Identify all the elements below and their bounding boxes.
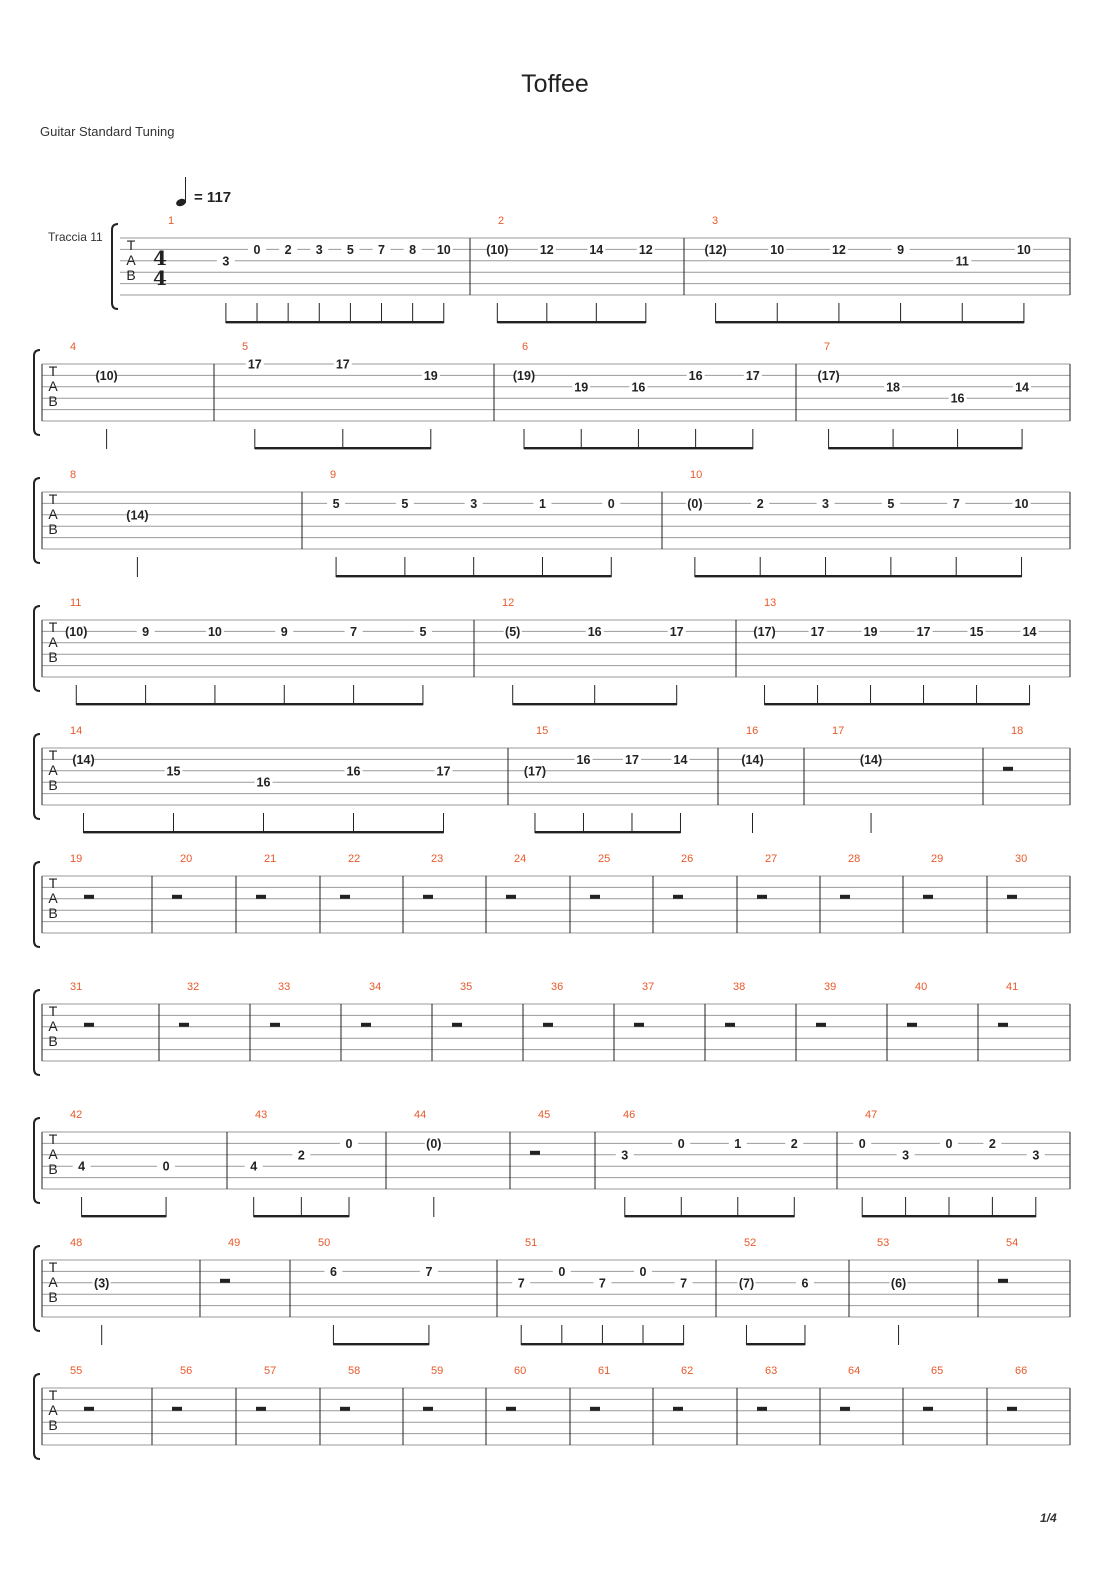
fret-number: (14) bbox=[741, 752, 764, 767]
fret-number: 2 bbox=[297, 1148, 305, 1163]
bar-number: 62 bbox=[681, 1365, 694, 1377]
fret-number: 14 bbox=[1022, 624, 1037, 639]
bar-number: 60 bbox=[514, 1365, 527, 1377]
whole-rest bbox=[506, 895, 516, 899]
tab-clef-letter: B bbox=[48, 1033, 58, 1049]
fret-number: 1 bbox=[734, 1136, 742, 1151]
fret-number: 16 bbox=[576, 752, 591, 767]
bar-number: 50 bbox=[318, 1237, 331, 1249]
tab-system bbox=[34, 597, 1070, 705]
tab-clef-letter: T bbox=[48, 1131, 58, 1147]
system-bracket bbox=[34, 1118, 40, 1203]
fret-number: 11 bbox=[955, 254, 969, 269]
whole-rest bbox=[84, 895, 94, 899]
system-bracket bbox=[34, 606, 40, 691]
whole-rest bbox=[907, 1023, 917, 1027]
tab-clef-letter: A bbox=[48, 378, 58, 394]
bar-number: 28 bbox=[848, 853, 861, 865]
fret-number: (5) bbox=[505, 624, 521, 639]
tab-clef-letter: B bbox=[48, 1417, 58, 1433]
bar-number: 27 bbox=[765, 853, 778, 865]
fret-number: 1 bbox=[539, 496, 546, 511]
system-bracket bbox=[34, 1374, 40, 1459]
whole-rest bbox=[923, 1407, 933, 1411]
bar-number: 34 bbox=[369, 981, 382, 993]
fret-number: 2 bbox=[284, 242, 292, 257]
whole-rest bbox=[220, 1279, 230, 1283]
tab-clef-letter: B bbox=[126, 267, 136, 283]
tab-system bbox=[34, 725, 1070, 833]
bar-number: 65 bbox=[931, 1365, 944, 1377]
bar-number: 33 bbox=[278, 981, 291, 993]
system-bracket bbox=[34, 734, 40, 819]
whole-rest bbox=[543, 1023, 553, 1027]
fret-number: 17 bbox=[810, 624, 825, 639]
fret-number: 18 bbox=[886, 380, 901, 395]
fret-number: 0 bbox=[345, 1136, 353, 1151]
bar-number: 12 bbox=[502, 597, 515, 609]
whole-rest bbox=[361, 1023, 371, 1027]
bar-number: 36 bbox=[551, 981, 564, 993]
fret-number: (6) bbox=[890, 1276, 907, 1291]
fret-number: 7 bbox=[425, 1264, 433, 1279]
fret-number: (12) bbox=[704, 242, 727, 257]
fret-number: 17 bbox=[247, 357, 262, 372]
bar-number: 57 bbox=[264, 1365, 277, 1377]
bar-number: 42 bbox=[70, 1109, 83, 1121]
fret-number: (7) bbox=[738, 1276, 755, 1291]
whole-rest bbox=[1007, 1407, 1017, 1411]
fret-number: 19 bbox=[574, 380, 589, 395]
tab-system bbox=[34, 469, 1070, 577]
fret-number: 12 bbox=[638, 242, 653, 257]
note-beam bbox=[524, 447, 753, 449]
tuning-label: Guitar Standard Tuning bbox=[40, 124, 175, 139]
song-title: Toffee bbox=[521, 70, 589, 98]
whole-rest bbox=[923, 895, 933, 899]
whole-rest bbox=[998, 1279, 1008, 1283]
bar-number: 11 bbox=[70, 597, 82, 609]
bar-number: 31 bbox=[70, 981, 83, 993]
system-bracket bbox=[34, 862, 40, 947]
bar-number: 49 bbox=[228, 1237, 241, 1249]
bar-number: 22 bbox=[348, 853, 361, 865]
note-beam bbox=[625, 1215, 795, 1217]
fret-number: 5 bbox=[332, 496, 340, 511]
bar-number: 55 bbox=[70, 1365, 83, 1377]
tab-clef-letter: A bbox=[48, 762, 58, 778]
tab-clef-letter: B bbox=[48, 521, 58, 537]
tab-clef-letter: T bbox=[48, 1003, 58, 1019]
bar-number: 23 bbox=[431, 853, 444, 865]
whole-rest bbox=[423, 895, 433, 899]
fret-number: 19 bbox=[863, 624, 878, 639]
fret-number: (10) bbox=[65, 624, 88, 639]
whole-rest bbox=[506, 1407, 516, 1411]
bar-number: 58 bbox=[348, 1365, 361, 1377]
bar-number: 4 bbox=[70, 341, 77, 353]
bar-number: 16 bbox=[746, 725, 759, 737]
page-number: 1/4 bbox=[1040, 1511, 1057, 1525]
tab-clef-letter: B bbox=[48, 1289, 58, 1305]
bar-number: 39 bbox=[824, 981, 837, 993]
fret-number: 5 bbox=[401, 496, 409, 511]
whole-rest bbox=[757, 895, 767, 899]
bar-number: 7 bbox=[824, 341, 831, 353]
bar-number: 64 bbox=[848, 1365, 861, 1377]
fret-number: 6 bbox=[329, 1264, 337, 1279]
fret-number: 17 bbox=[335, 357, 350, 372]
fret-number: 10 bbox=[1014, 496, 1029, 511]
bar-number: 66 bbox=[1015, 1365, 1028, 1377]
tab-clef-letter: T bbox=[48, 875, 58, 891]
fret-number: (17) bbox=[753, 624, 776, 639]
fret-number: 0 bbox=[677, 1136, 685, 1151]
note-beam bbox=[862, 1215, 1036, 1217]
time-signature-bottom: 4 bbox=[153, 266, 167, 290]
bar-number: 40 bbox=[915, 981, 928, 993]
note-beam bbox=[254, 1215, 349, 1217]
fret-number: 3 bbox=[822, 496, 830, 511]
bar-number: 24 bbox=[514, 853, 527, 865]
tab-system bbox=[34, 853, 1070, 947]
fret-number: 12 bbox=[539, 242, 554, 257]
note-beam bbox=[513, 703, 677, 705]
bar-number: 13 bbox=[764, 597, 777, 609]
fret-number: 5 bbox=[346, 242, 354, 257]
whole-rest bbox=[840, 1407, 850, 1411]
bar-number: 45 bbox=[538, 1109, 551, 1121]
bar-number: 8 bbox=[70, 469, 77, 481]
system-bracket bbox=[34, 990, 40, 1075]
whole-rest bbox=[340, 1407, 350, 1411]
bar-number: 26 bbox=[681, 853, 694, 865]
note-beam bbox=[84, 831, 444, 833]
fret-number: 16 bbox=[346, 764, 361, 779]
fret-number: (10) bbox=[95, 368, 118, 383]
fret-number: 0 bbox=[945, 1136, 953, 1151]
bar-number: 52 bbox=[744, 1237, 757, 1249]
bar-number: 43 bbox=[255, 1109, 268, 1121]
bar-number: 51 bbox=[525, 1237, 538, 1249]
fret-number: 0 bbox=[639, 1264, 647, 1279]
bar-number: 21 bbox=[264, 853, 277, 865]
tab-clef-letter: B bbox=[48, 649, 58, 665]
fret-number: 17 bbox=[625, 752, 639, 767]
bar-number: 9 bbox=[330, 469, 337, 481]
bar-number: 2 bbox=[498, 215, 505, 227]
whole-rest bbox=[84, 1023, 94, 1027]
whole-rest bbox=[1007, 895, 1017, 899]
whole-rest bbox=[270, 1023, 280, 1027]
fret-number: 4 bbox=[78, 1159, 86, 1174]
fret-number: 10 bbox=[207, 624, 222, 639]
tab-clef-letter: T bbox=[48, 1259, 58, 1275]
bar-number: 29 bbox=[931, 853, 944, 865]
system-bracket bbox=[34, 350, 40, 435]
tab-system bbox=[34, 1109, 1070, 1217]
tab-clef-letter: A bbox=[48, 1018, 58, 1034]
tab-system bbox=[34, 981, 1070, 1075]
fret-number: 12 bbox=[831, 242, 846, 257]
tab-clef-letter: B bbox=[48, 1161, 58, 1177]
fret-number: 3 bbox=[902, 1148, 910, 1163]
note-beam bbox=[695, 575, 1022, 577]
bar-number: 6 bbox=[522, 341, 529, 353]
fret-number: 7 bbox=[952, 496, 960, 511]
fret-number: 16 bbox=[256, 775, 271, 790]
tab-clef-letter: A bbox=[48, 634, 58, 650]
fret-number: 2 bbox=[790, 1136, 798, 1151]
fret-number: 9 bbox=[142, 624, 150, 639]
whole-rest bbox=[1003, 767, 1013, 771]
bar-number: 47 bbox=[865, 1109, 878, 1121]
note-beam bbox=[746, 1343, 805, 1345]
fret-number: (0) bbox=[426, 1136, 442, 1151]
bar-number: 1 bbox=[168, 215, 175, 227]
fret-number: (19) bbox=[512, 368, 536, 383]
fret-number: 17 bbox=[745, 368, 760, 383]
note-beam bbox=[829, 447, 1023, 449]
fret-number: 4 bbox=[250, 1159, 258, 1174]
tab-system bbox=[34, 1237, 1070, 1345]
fret-number: 0 bbox=[558, 1264, 566, 1279]
fret-number: 16 bbox=[688, 368, 703, 383]
fret-number: 16 bbox=[950, 391, 965, 406]
bar-number: 25 bbox=[598, 853, 611, 865]
fret-number: 7 bbox=[680, 1276, 688, 1291]
tab-clef-letter: T bbox=[48, 1387, 58, 1403]
fret-number: (14) bbox=[72, 752, 95, 767]
bar-number: 14 bbox=[70, 725, 83, 737]
fret-number: 2 bbox=[756, 496, 764, 511]
fret-number: (3) bbox=[94, 1276, 110, 1291]
whole-rest bbox=[256, 1407, 266, 1411]
fret-number: 10 bbox=[1016, 242, 1031, 257]
tab-clef-letter: T bbox=[48, 747, 58, 763]
track-name: Traccia 11 bbox=[48, 230, 103, 244]
fret-number: 10 bbox=[436, 242, 451, 257]
whole-rest bbox=[179, 1023, 189, 1027]
bar-number: 35 bbox=[460, 981, 473, 993]
fret-number: 15 bbox=[166, 764, 181, 779]
whole-rest bbox=[340, 895, 350, 899]
tab-clef-letter: T bbox=[126, 237, 136, 253]
fret-number: 7 bbox=[350, 624, 358, 639]
whole-rest bbox=[673, 1407, 683, 1411]
whole-rest bbox=[172, 1407, 182, 1411]
fret-number: 6 bbox=[801, 1276, 809, 1291]
bar-number: 53 bbox=[877, 1237, 890, 1249]
tempo-value: = 117 bbox=[194, 189, 232, 206]
system-bracket bbox=[34, 478, 40, 563]
whole-rest bbox=[634, 1023, 644, 1027]
bar-number: 41 bbox=[1006, 981, 1019, 993]
fret-number: 17 bbox=[669, 624, 684, 639]
fret-number: 14 bbox=[1015, 380, 1030, 395]
fret-number: 7 bbox=[598, 1276, 606, 1291]
note-beam bbox=[226, 321, 444, 323]
bar-number: 5 bbox=[242, 341, 249, 353]
note-beam bbox=[333, 1343, 429, 1345]
time-signature-top: 4 bbox=[153, 246, 167, 270]
whole-rest bbox=[530, 1151, 540, 1155]
fret-number: 5 bbox=[419, 624, 427, 639]
fret-number: (14) bbox=[126, 508, 149, 523]
note-beam bbox=[535, 831, 681, 833]
bar-number: 38 bbox=[733, 981, 746, 993]
bar-number: 18 bbox=[1011, 725, 1024, 737]
tab-clef-letter: A bbox=[48, 1402, 58, 1418]
tab-clef-letter: B bbox=[48, 393, 58, 409]
bar-number: 20 bbox=[180, 853, 193, 865]
fret-number: 5 bbox=[887, 496, 895, 511]
tab-clef-letter: A bbox=[126, 252, 136, 268]
whole-rest bbox=[673, 895, 683, 899]
whole-rest bbox=[816, 1023, 826, 1027]
fret-number: 9 bbox=[280, 624, 288, 639]
fret-number: 3 bbox=[621, 1148, 629, 1163]
tab-system bbox=[112, 215, 1070, 323]
fret-number: (17) bbox=[523, 764, 547, 779]
fret-number: 17 bbox=[436, 764, 451, 779]
fret-number: 7 bbox=[517, 1276, 525, 1291]
system-bracket bbox=[34, 1246, 40, 1331]
note-beam bbox=[765, 703, 1030, 705]
fret-number: 3 bbox=[470, 496, 478, 511]
fret-number: 14 bbox=[589, 242, 604, 257]
fret-number: 7 bbox=[378, 242, 385, 257]
whole-rest bbox=[172, 895, 182, 899]
fret-number: 16 bbox=[587, 624, 602, 639]
note-beam bbox=[336, 575, 611, 577]
note-beam bbox=[716, 321, 1024, 323]
fret-number: 3 bbox=[315, 242, 323, 257]
whole-rest bbox=[590, 895, 600, 899]
whole-rest bbox=[452, 1023, 462, 1027]
bar-number: 46 bbox=[623, 1109, 636, 1121]
fret-number: (17) bbox=[817, 368, 840, 383]
whole-rest bbox=[256, 895, 266, 899]
bar-number: 61 bbox=[598, 1365, 611, 1377]
bar-number: 30 bbox=[1015, 853, 1028, 865]
whole-rest bbox=[998, 1023, 1008, 1027]
whole-rest bbox=[423, 1407, 433, 1411]
fret-number: 16 bbox=[631, 380, 646, 395]
system-bracket bbox=[112, 224, 118, 309]
bar-number: 56 bbox=[180, 1365, 193, 1377]
note-beam bbox=[82, 1215, 167, 1217]
bar-number: 54 bbox=[1006, 1237, 1019, 1249]
bar-number: 37 bbox=[642, 981, 655, 993]
note-beam bbox=[497, 321, 646, 323]
fret-number: 8 bbox=[409, 242, 417, 257]
tab-clef-letter: A bbox=[48, 1146, 58, 1162]
fret-number: (0) bbox=[687, 496, 703, 511]
fret-number: 0 bbox=[162, 1159, 170, 1174]
bar-number: 19 bbox=[70, 853, 83, 865]
whole-rest bbox=[840, 895, 850, 899]
fret-number: 0 bbox=[607, 496, 615, 511]
bar-number: 10 bbox=[690, 469, 703, 481]
tab-clef-letter: T bbox=[48, 619, 58, 635]
bar-number: 3 bbox=[712, 215, 719, 227]
note-beam bbox=[76, 703, 423, 705]
tab-clef-letter: T bbox=[48, 363, 58, 379]
bar-number: 63 bbox=[765, 1365, 778, 1377]
tab-system bbox=[34, 341, 1070, 449]
fret-number: 17 bbox=[916, 624, 931, 639]
bar-number: 48 bbox=[70, 1237, 83, 1249]
fret-number: 0 bbox=[253, 242, 261, 257]
tab-system bbox=[34, 1365, 1070, 1459]
fret-number: 3 bbox=[1032, 1148, 1040, 1163]
note-beam bbox=[521, 1343, 683, 1345]
bar-number: 17 bbox=[832, 725, 845, 737]
tab-clef-letter: A bbox=[48, 890, 58, 906]
note-beam bbox=[255, 447, 431, 449]
fret-number: 15 bbox=[969, 624, 984, 639]
fret-number: (14) bbox=[859, 752, 883, 767]
tab-clef-letter: T bbox=[48, 491, 58, 507]
whole-rest bbox=[84, 1407, 94, 1411]
tab-clef-letter: A bbox=[48, 506, 58, 522]
fret-number: 14 bbox=[673, 752, 688, 767]
bar-number: 59 bbox=[431, 1365, 444, 1377]
fret-number: 3 bbox=[222, 254, 230, 269]
fret-number: 9 bbox=[897, 242, 905, 257]
tab-clef-letter: B bbox=[48, 905, 58, 921]
fret-number: 0 bbox=[858, 1136, 866, 1151]
fret-number: 10 bbox=[770, 242, 785, 257]
fret-number: (10) bbox=[486, 242, 509, 257]
whole-rest bbox=[590, 1407, 600, 1411]
whole-rest bbox=[725, 1023, 735, 1027]
bar-number: 44 bbox=[414, 1109, 427, 1121]
tab-clef-letter: B bbox=[48, 777, 58, 793]
whole-rest bbox=[757, 1407, 767, 1411]
tab-clef-letter: A bbox=[48, 1274, 58, 1290]
fret-number: 2 bbox=[988, 1136, 996, 1151]
bar-number: 32 bbox=[187, 981, 200, 993]
bar-number: 15 bbox=[536, 725, 549, 737]
fret-number: 19 bbox=[423, 368, 438, 383]
